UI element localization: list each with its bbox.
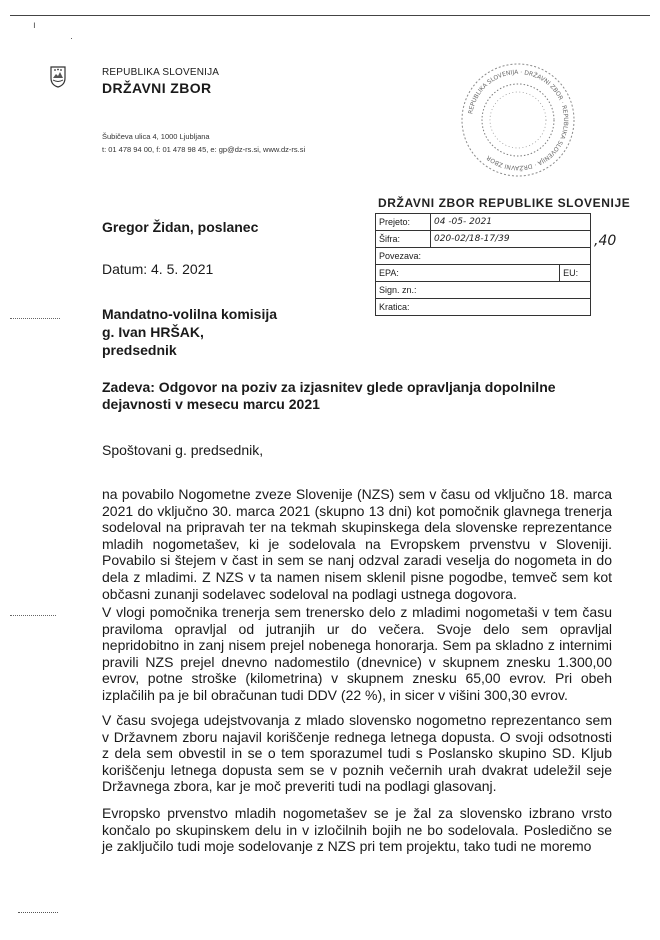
org-name-bold: DRŽAVNI ZBOR	[102, 80, 212, 96]
coat-of-arms-icon	[50, 66, 66, 88]
stamp-row	[376, 231, 591, 248]
letter-date: Datum: 4. 5. 2021	[102, 261, 214, 277]
stamp-row	[376, 248, 591, 265]
org-contacts: t: 01 478 94 00, f: 01 478 98 45, e: gp@dz-rs.si, www.dz-rs.si	[102, 145, 306, 154]
stamp-row	[376, 299, 591, 316]
margin-mark	[18, 912, 58, 913]
body-paragraph: na povabilo Nogometne zveze Slovenije (NZS) sem v času od vključno 18. marca 2021 do vključno 30. marca 2021 (skupno 13 dni) kot pomočnik glavnega trenerja sodeloval na pripravah ter na tekmah skupinskega dela slovenske reprezentance mladih nogometašev, ki je sodelovala na Evropskem prvenstvu v Sloveniji. Povabilo si štejem v čast in sem se nanj odzval zaradi veselja do nogometa in do dela z mladimi. Z NZS v ta namen nisem sklenil pisne pogodbe, temveč sem kot občasni zunanji sodelavec sodeloval na podlagi ustnega dogovora.	[102, 486, 612, 602]
body-paragraph: V vlogi pomočnika trenerja sem trenersko delo z mladimi nogometaši v tem času praviloma opravljal od jutranjih ur do večera. Svoje delo sem opravljal nepridobitno in zanj nisem prejel nobenega honorarja. Sem pa skladno z internimi pravili NZS prejel dnevno nadomestilo (dnevnice) v skupnem znesku 1.300,00 evrov, potne stroške (kilometrina) v skupnem znesku 65,00 evrov. Pri obeh izplačilih pa je bil obračunan tudi DDV (22 %), in sicer v višini 300,30 evrov.	[102, 604, 612, 703]
recipient-line: predsednik	[102, 342, 177, 358]
margin-mark	[10, 615, 56, 616]
stamp-title: DRŽAVNI ZBOR REPUBLIKE SLOVENIJE	[378, 196, 631, 210]
stamp-received-date: 04 -05- 2021	[431, 214, 591, 231]
stamp-row	[376, 282, 591, 299]
scan-corner-mark: ·	[70, 33, 73, 43]
margin-mark	[10, 318, 60, 319]
sender-name: Gregor Židan, poslanec	[102, 219, 259, 235]
stamp-label: Prejeto:	[376, 214, 431, 231]
stamp-file-code: 020-02/18-17/39	[431, 231, 591, 248]
stamp-row	[376, 265, 591, 282]
salutation: Spoštovani g. predsednik,	[102, 442, 264, 458]
scan-edge-line	[10, 15, 650, 16]
body-paragraph: Evropsko prvenstvo mladih nogometašev se je žal za slovensko izbrano vrsto končalo po skupinskem delu in v izločilnih bojih ne bo sodelovala. Posledično se je zaključilo tudi moje sodelovanje z NZS pri tem projektu, tako tudi ne moremo	[102, 805, 612, 855]
org-name: REPUBLIKA SLOVENIJA	[102, 67, 220, 78]
recipient-line: g. Ivan HRŠAK,	[102, 324, 204, 340]
org-address: Šubičeva ulica 4, 1000 Ljubljana	[102, 132, 210, 141]
stamp-label: EU:	[560, 265, 591, 282]
stamp-label: Sign. zn.:	[376, 282, 591, 299]
stamp-label: Kratica:	[376, 299, 591, 316]
recipient-block	[102, 305, 277, 359]
stamp-handwritten-suffix: ,40	[594, 233, 617, 249]
official-seal	[458, 60, 578, 180]
letter-subject: Zadeva: Odgovor na poziv za izjasnitev glede opravljanja dopolnilne dejavnosti v mesecu marcu 2021	[102, 379, 556, 412]
stamp-label: Šifra:	[376, 231, 431, 248]
registry-stamp	[375, 213, 591, 316]
body-paragraph: V času svojega udejstvovanja z mlado slovensko nogometno reprezentanco sem v Državnem zboru najavil koriščenje rednega letnega dopusta. O svoji odsotnosti z dela sem obvestil in se o tem sporazumel tudi s Poslansko skupino SD. Kljub koriščenju letnega dopusta sem se v poznih večernih urah dvakrat udeležil seje Državnega zbora, kar je moč preveriti tudi na podlagi glasovanj.	[102, 712, 612, 795]
stamp-label: EPA:	[376, 265, 560, 282]
stamp-row	[376, 214, 591, 231]
stamp-label: Povezava:	[376, 248, 591, 265]
svg-text:REPUBLIKA SLOVENIJA · DRŽAVNI: REPUBLIKA SLOVENIJA · DRŽAVNI ZBOR · REPUBLIKA SLOVENIJA · DRŽAVNI ZBOR	[467, 68, 570, 172]
scan-mark: ı	[33, 20, 36, 31]
recipient-line: Mandatno-volilna komisija	[102, 306, 278, 322]
